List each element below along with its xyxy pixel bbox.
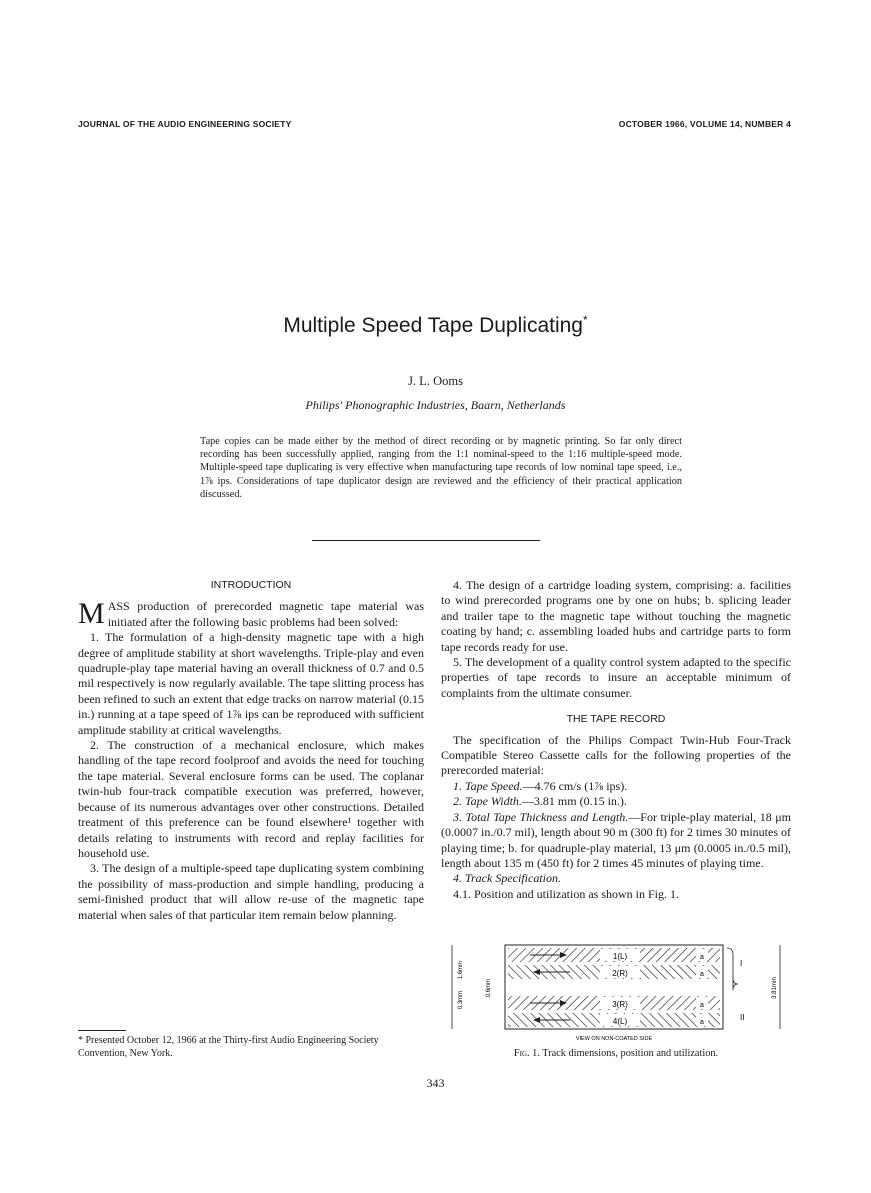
- item-1: 1. The formulation of a high-density magnetic tape with a high degree of amplitude stability at short wavelengths. Triple-play and even quadruple-play tape material having an overall thickness of 0.7 and 0.5 mil respectively is now regularly available. The tape slitting process has been refined to such an extent that edge tracks on narrow material (0.15 in.) running at a tape speed of 1⅞ ips can be reproduced with sufficient amplitude stability at critical wavelengths.: [78, 630, 425, 737]
- title-footnote-mark: *: [582, 313, 588, 327]
- drop-cap: M: [78, 597, 105, 631]
- right-column: [441, 578, 791, 902]
- figure-caption: [441, 1048, 791, 1059]
- item-5: 5. The development of a quality control system adapted to the specific properties of tape records to insure an acceptable minimum of complaints from the ultimate consumer.: [441, 655, 791, 700]
- track-4-mark: a: [700, 1019, 704, 1026]
- spec-3: [441, 810, 791, 872]
- track-3-mark: a: [700, 1002, 704, 1009]
- caption-text: Track dimensions, position and utilization.: [542, 1048, 719, 1059]
- affiliation: Philips' Phonographic Industries, Baarn, Netherlands: [305, 398, 566, 412]
- track-4-label: 4(L): [612, 1017, 628, 1026]
- track-2-mark: a: [700, 971, 704, 978]
- intro-text: ASS production of prerecorded magnetic tape material was initiated after the following basic problems had been solved:: [107, 599, 424, 629]
- left-dim-label-1: 1.6mm: [458, 960, 464, 980]
- spec-4-label: 4. Track Specification.: [453, 871, 561, 886]
- author: J. L. Ooms: [408, 374, 463, 388]
- item-3: 3. The design of a multiple-speed tape duplicating system combining the possibility of mass-production and simple handling, producing a semi-finished product that will allow re-use of the magnetic tape material when sales of that particular item remain below planning.: [78, 861, 424, 922]
- spec-intro: The specification of the Philips Compact Twin-Hub Four-Track Compatible Stereo Cassette calls for the following properties of the prerecorded material:: [441, 732, 791, 778]
- tape-record-heading: THE TAPE RECORD: [566, 713, 666, 726]
- intro-paragraph: [78, 599, 424, 630]
- spec-2: [441, 794, 791, 809]
- track-1-mark: a: [700, 954, 704, 961]
- view-note: VIEW ON NON-COATED SIDE: [575, 1036, 653, 1042]
- side-label-bottom: II: [740, 1013, 745, 1022]
- paper-title: [0, 313, 871, 338]
- track-2-label: 2(R): [612, 969, 628, 978]
- track-diagram: [440, 940, 790, 1046]
- item-4: 4. The design of a cartridge loading system, comprising: a. facilities to wind prerecorded programs one by one on hubs; b. splicing leader and trailer tape to the magnetic tape without touching the magnetic coating by hand; c. assembling loaded hubs and cartridge parts to form tape records ready for use.: [441, 578, 791, 654]
- item-2: 2. The construction of a mechanical enclosure, which makes handling of the tape record foolproof and avoids the need for touching the tape material. Several enclosure forms can be used. The coplanar twin-hub four-track compatible execution was preferred, however, because of its numerous advantages over other constructions. Detailed treatment of this preference can be found elsewhere¹ together with details relating to instruments with record and replay facilities for household use.: [78, 738, 424, 860]
- side-label-top: I: [740, 959, 743, 968]
- track-1-label: 1(L): [612, 952, 628, 961]
- spec-2-label: 2. Tape Width.: [453, 794, 522, 809]
- abstract: Tape copies can be made either by the method of direct recording or by magnetic printing. So far only direct recording has been successfully applied, ranging from the 1:1 nominal-speed to the 1:16 multiple-speed mode. Multiple-speed tape duplicating is very effective when manufacturing tape records of low nominal tape speed, i.e., 1⅞ ips. Considerations of tape duplicator design are reviewed and the efficiency of their practical application discussed.: [200, 436, 682, 500]
- left-column: [78, 578, 424, 923]
- spec-1-text: —4.76 cm/s (1⅞ ips).: [522, 778, 628, 793]
- spec-3-label: 3. Total Tape Thickness and Length.: [453, 809, 629, 824]
- page-number: 343: [426, 1076, 445, 1090]
- left-dim-label-2: 0.3mm: [458, 990, 464, 1010]
- spec-3-text: —For triple-play material, 18 μm (0.0007 in./0.7 mil), length about 90 m (300 ft) for 2 times 30 minutes of playing time; b. for quadruple-play material, 13 μm (0.0005 in./0.5 mil), length about 135 m (450 ft) for 2 times 45 minutes of playing time.: [441, 809, 791, 870]
- journal-header: JOURNAL OF THE AUDIO ENGINEERING SOCIETY: [78, 119, 292, 129]
- title-text: Multiple Speed Tape Duplicating: [283, 314, 583, 337]
- left-dim-label-3: 0.6mm: [486, 978, 492, 998]
- side-brace: [727, 948, 738, 990]
- track-3-label: 3(R): [612, 1000, 628, 1009]
- footnote-rule: [78, 1030, 126, 1031]
- spec-2-text: —3.81 mm (0.15 in.).: [521, 794, 627, 809]
- section-divider: [312, 540, 540, 541]
- footnote: * Presented October 12, 1966 at the Thirty-first Audio Engineering Society Convention, New York.: [78, 1035, 379, 1059]
- spec-4: [441, 871, 791, 886]
- right-dim-label: 3.81mm: [772, 977, 778, 999]
- spec-1-label: 1. Tape Speed.: [453, 778, 523, 793]
- caption-label: Fig. 1.: [513, 1048, 540, 1059]
- spec-4-1: 4.1. Position and utilization as shown in Fig. 1.: [453, 886, 680, 901]
- issue-header: OCTOBER 1966, VOLUME 14, NUMBER 4: [618, 119, 791, 129]
- introduction-heading: INTRODUCTION: [210, 579, 292, 591]
- spec-1: [441, 779, 791, 794]
